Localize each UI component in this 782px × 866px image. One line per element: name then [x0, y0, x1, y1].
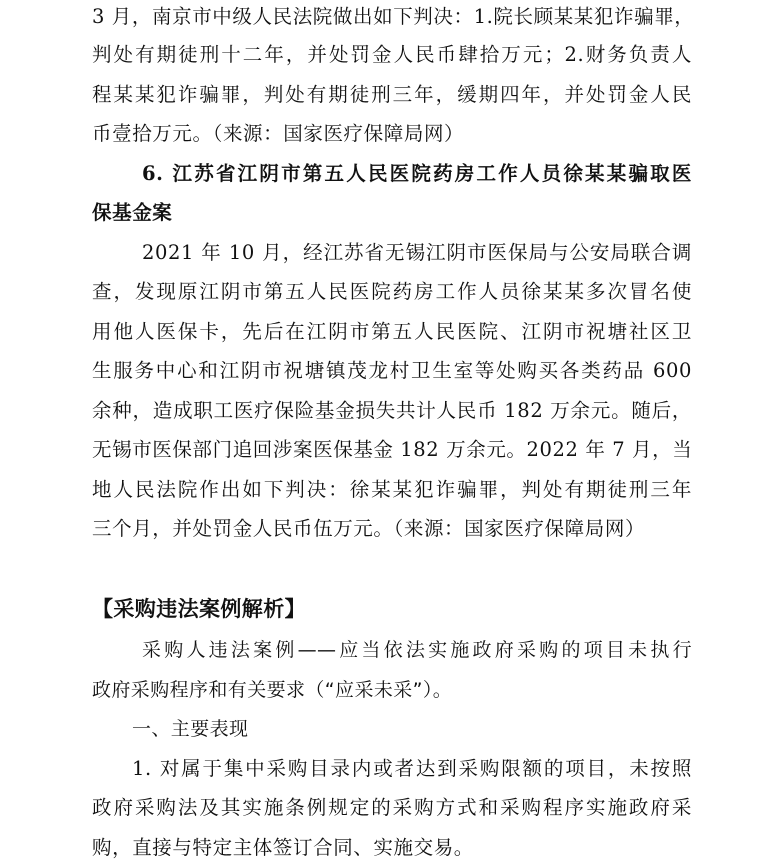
section-subheading: 一、主要表现: [132, 718, 249, 740]
item1-line: 购，直接与特定主体签订合同、实施交易。: [92, 836, 474, 859]
case6-body-line: 生服务中心和江阴市祝塘镇茂龙村卫生室等处购买各类药品 600: [92, 359, 692, 382]
case6-body-line: 无锡市医保部门追回涉案医保基金 182 万余元。2022 年 7 月，当: [92, 438, 693, 461]
section-heading: 【采购违法案例解析】: [92, 597, 306, 621]
case6-title-line-1: 6. 江苏省江阴市第五人民医院药房工作人员徐某某骗取医: [142, 162, 692, 185]
case6-body-line: 用他人医保卡，先后在江阴市第五人民医院、江阴市祝塘社区卫: [92, 320, 692, 343]
case5-line-2: 判处有期徒刑十二年，并处罚金人民币肆拾万元；2.财务负责人: [92, 43, 692, 66]
case6-body-line: 三个月，并处罚金人民币伍万元。（来源：国家医疗保障局网）: [92, 517, 646, 540]
item1-line: 1. 对属于集中采购目录内或者达到采购限额的项目，未按照: [132, 757, 692, 780]
section-intro-line-1: 采购人违法案例——应当依法实施政府采购的项目未执行: [142, 639, 692, 661]
case6-body-line: 余种，造成职工医疗保险基金损失共计人民币 182 万余元。随后，: [92, 399, 692, 422]
case6-body-line: 查，发现原江阴市第五人民医院药房工作人员徐某某多次冒名使: [92, 280, 692, 303]
case6-body-line: 2021 年 10 月，经江苏省无锡江阴市医保局与公安局联合调: [142, 241, 692, 264]
case6-body-line: 地人民法院作出如下判决：徐某某犯诈骗罪，判处有期徒刑三年: [92, 478, 692, 501]
section-intro-line-2: 政府采购程序和有关要求（“应采未采”）。: [92, 679, 453, 701]
case5-line-4: 币壹拾万元。（来源：国家医疗保障局网）: [92, 122, 465, 145]
case5-line-1: 3 月，南京市中级人民法院做出如下判决：1.院长顾某某犯诈骗罪，: [92, 5, 695, 28]
item1-line: 政府采购法及其实施条例规定的采购方式和采购程序实施政府采: [92, 796, 692, 819]
case5-line-3: 程某某犯诈骗罪，判处有期徒刑三年，缓期四年，并处罚金人民: [92, 83, 692, 106]
case6-title-line-2: 保基金案: [92, 201, 173, 224]
